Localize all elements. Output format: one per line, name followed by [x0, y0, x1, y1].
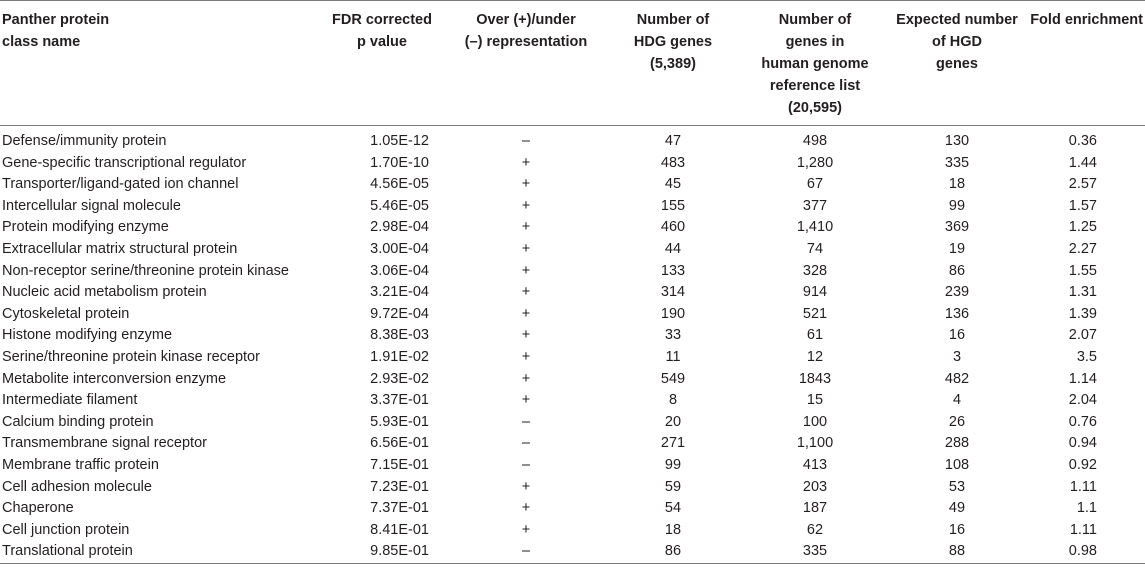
expected-genes-cell: 136	[944, 305, 970, 322]
expected-genes-cell: 16	[948, 327, 966, 344]
fold-enrichment-cell: 2.27	[1068, 240, 1097, 257]
table-body	[0, 126, 1145, 564]
fdr-cell: 8.38E-03	[370, 327, 429, 344]
hdg-genes-cell: 44	[664, 240, 682, 257]
hdg-genes-cell: 190	[660, 305, 686, 322]
reference-genes-cell: 521	[802, 305, 828, 322]
representation-cell: +	[521, 240, 531, 257]
expected-genes-cell: 18	[948, 176, 966, 193]
class-name-cell: Intermediate filament	[2, 392, 138, 409]
representation-cell: –	[521, 413, 531, 430]
reference-genes-cell: 100	[802, 413, 828, 430]
class-name-cell: Protein modifying enzyme	[2, 219, 169, 236]
table-row	[0, 217, 1145, 239]
reference-genes-cell: 335	[802, 543, 828, 560]
expected-genes-cell: 288	[944, 435, 970, 452]
fdr-cell: 2.98E-04	[370, 219, 429, 236]
fdr-cell: 2.93E-02	[370, 370, 429, 387]
table-row	[0, 412, 1145, 434]
table-header	[0, 1, 1145, 126]
table-row	[0, 433, 1145, 455]
representation-cell: –	[521, 543, 531, 560]
expected-genes-cell: 86	[948, 262, 966, 279]
fdr-cell: 1.91E-02	[370, 348, 429, 365]
fdr-cell: 7.23E-01	[370, 478, 429, 495]
fold-enrichment-cell: 2.04	[1068, 392, 1097, 409]
class-name-cell: Translational protein	[2, 543, 133, 560]
hdg-genes-cell: 20	[664, 413, 682, 430]
class-name-cell: Cytoskeletal protein	[2, 305, 130, 322]
fdr-header	[318, 1, 446, 126]
reference-genes-cell: 67	[806, 176, 824, 193]
fdr-cell: 6.56E-01	[370, 435, 429, 452]
representation-cell: +	[521, 176, 531, 193]
reference-genes-cell: 1,280	[796, 154, 834, 171]
header-line: reference list	[769, 78, 861, 94]
hdg-genes-cell: 314	[660, 284, 686, 301]
expected-genes-cell: 53	[948, 478, 966, 495]
class-name-cell: Membrane traffic protein	[2, 456, 159, 473]
hdg-genes-cell: 86	[664, 543, 682, 560]
hdg-genes-cell: 18	[664, 521, 682, 538]
fdr-cell: 1.05E-12	[370, 133, 429, 149]
representation-cell: +	[521, 154, 531, 171]
representation-cell: +	[521, 197, 531, 214]
table-row	[0, 520, 1145, 542]
fdr-cell: 7.15E-01	[370, 456, 429, 473]
class-name-cell: Transporter/ligand-gated ion channel	[2, 176, 239, 193]
fdr-cell: 3.37E-01	[370, 392, 429, 409]
representation-cell: +	[521, 305, 531, 322]
header-row	[0, 1, 1145, 126]
class-name-cell: Defense/immunity protein	[2, 133, 167, 149]
representation-cell: –	[521, 435, 531, 452]
hdg-genes-cell: 33	[664, 327, 682, 344]
table-row	[0, 347, 1145, 369]
expected-genes-cell: 88	[948, 543, 966, 560]
expected-genes-cell: 26	[948, 413, 966, 430]
fold-enrichment-cell: 1.31	[1068, 284, 1097, 301]
table-row	[0, 153, 1145, 175]
reference-genes-cell: 187	[802, 500, 828, 517]
table-row	[0, 196, 1145, 218]
header-line: genes	[936, 56, 978, 72]
class-name-cell: Chaperone	[2, 500, 74, 517]
hdg-genes-cell: 54	[664, 500, 682, 517]
hdg-genes-cell: 11	[665, 348, 681, 365]
table-row	[0, 174, 1145, 196]
fold-enrichment-cell: 0.92	[1068, 456, 1097, 473]
fold-enrichment-header	[1024, 1, 1145, 126]
class-name-cell: Intercellular signal molecule	[2, 197, 181, 214]
class-name-header	[0, 1, 318, 126]
header-line: of HGD	[932, 34, 982, 50]
reference-genes-cell: 12	[806, 348, 824, 365]
header-line: (5,389)	[650, 56, 696, 72]
header-line: Number of	[778, 12, 852, 28]
reference-genes-cell: 203	[802, 478, 828, 495]
expected-genes-cell: 49	[948, 500, 966, 517]
class-name-cell: Histone modifying enzyme	[2, 327, 173, 344]
expected-genes-cell: 3	[952, 348, 962, 365]
header-line: (–) representation	[464, 34, 588, 50]
representation-cell: +	[521, 478, 531, 495]
representation-cell: +	[521, 521, 531, 538]
fold-enrichment-cell: 0.36	[1068, 133, 1097, 149]
representation-cell: +	[521, 262, 531, 279]
reference-genes-cell: 413	[802, 456, 828, 473]
representation-cell: +	[521, 370, 531, 387]
table-row	[0, 455, 1145, 477]
class-name-cell: Nucleic acid metabolism protein	[2, 284, 207, 301]
class-name-cell: Cell adhesion molecule	[2, 478, 152, 495]
expected-genes-cell: 99	[948, 197, 966, 214]
expected-genes-cell: 369	[944, 219, 970, 236]
table-row	[0, 390, 1145, 412]
reference-genes-cell: 328	[802, 262, 828, 279]
expected-genes-cell: 335	[944, 154, 970, 171]
expected-genes-cell: 108	[944, 456, 970, 473]
hdg-genes-cell: 549	[660, 370, 686, 387]
fdr-cell: 8.41E-01	[370, 521, 429, 538]
hdg-genes-cell: 271	[660, 435, 686, 452]
reference-genes-cell: 1,410	[796, 219, 834, 236]
fdr-cell: 9.72E-04	[370, 305, 429, 322]
reference-genes-cell: 1,100	[796, 435, 834, 452]
header-line: Expected number	[896, 12, 1018, 28]
expected-genes-cell: 239	[944, 284, 970, 301]
fdr-cell: 1.70E-10	[370, 154, 429, 171]
representation-cell: +	[521, 348, 531, 365]
class-name-cell: Calcium binding protein	[2, 413, 154, 430]
hdg-genes-header	[606, 1, 740, 126]
expected-genes-header	[890, 1, 1024, 126]
table-row	[0, 126, 1145, 153]
representation-cell: +	[521, 392, 531, 409]
hdg-genes-cell: 45	[664, 176, 682, 193]
hdg-genes-cell: 8	[668, 392, 678, 409]
class-name-cell: Non-receptor serine/threonine protein kinase	[2, 262, 289, 279]
class-name-cell: Serine/threonine protein kinase receptor	[2, 348, 260, 365]
fold-enrichment-cell: 0.98	[1068, 543, 1097, 560]
fold-enrichment-cell: 1.25	[1068, 219, 1097, 236]
header-line: p value	[357, 34, 407, 50]
table-row	[0, 282, 1145, 304]
representation-cell: +	[521, 219, 531, 236]
fold-enrichment-cell: 1.44	[1068, 154, 1097, 171]
fold-enrichment-cell: 1.57	[1068, 197, 1097, 214]
representation-cell: –	[521, 456, 531, 473]
fold-enrichment-cell: 0.94	[1068, 435, 1097, 452]
hdg-genes-cell: 47	[664, 133, 682, 149]
reference-genes-cell: 1843	[798, 370, 832, 387]
representation-cell: +	[521, 327, 531, 344]
representation-cell: +	[521, 284, 531, 301]
header-line: HDG genes	[633, 34, 713, 50]
fold-enrichment-cell: 1.11	[1069, 521, 1097, 538]
fdr-cell: 4.56E-05	[370, 176, 429, 193]
table-row	[0, 261, 1145, 283]
fold-enrichment-cell: 1.55	[1068, 262, 1097, 279]
fold-enrichment-cell: 2.57	[1068, 176, 1097, 193]
fold-enrichment-cell: 2.07	[1068, 327, 1097, 344]
table-row	[0, 541, 1145, 563]
fdr-cell: 5.93E-01	[370, 413, 429, 430]
representation-header	[446, 1, 606, 126]
class-name-cell: Cell junction protein	[2, 521, 130, 538]
table-row	[0, 325, 1145, 347]
reference-genes-cell: 61	[806, 327, 824, 344]
fdr-cell: 9.85E-01	[370, 543, 429, 560]
header-line: Number of	[636, 12, 710, 28]
hdg-genes-cell: 460	[660, 219, 686, 236]
hdg-genes-cell: 133	[660, 262, 686, 279]
reference-genes-cell: 377	[802, 197, 828, 214]
header-line: Fold enrichment	[1030, 12, 1143, 28]
reference-genes-cell: 15	[806, 392, 824, 409]
header-line: human genome	[761, 56, 869, 72]
reference-genes-cell: 74	[806, 240, 824, 257]
representation-cell: +	[521, 500, 531, 517]
class-name-cell: Gene-specific transcriptional regulator	[2, 154, 247, 171]
fold-enrichment-cell: 1.1	[1076, 500, 1097, 517]
fdr-cell: 5.46E-05	[370, 197, 429, 214]
fold-enrichment-cell: 3.5	[1076, 348, 1097, 365]
expected-genes-cell: 130	[944, 133, 970, 149]
table-row	[0, 369, 1145, 391]
table-row	[0, 498, 1145, 520]
expected-genes-cell: 4	[952, 392, 962, 409]
header-line: Over (+)/under	[476, 12, 576, 28]
fold-enrichment-cell: 1.39	[1068, 305, 1097, 322]
fdr-cell: 3.00E-04	[370, 240, 429, 257]
representation-cell: –	[521, 133, 531, 149]
fdr-cell: 7.37E-01	[370, 500, 429, 517]
header-line: genes in	[785, 34, 845, 50]
expected-genes-cell: 19	[948, 240, 966, 257]
reference-genes-cell: 914	[802, 284, 828, 301]
fdr-cell: 3.21E-04	[370, 284, 429, 301]
hdg-genes-cell: 483	[660, 154, 686, 171]
class-name-cell: Extracellular matrix structural protein	[2, 240, 238, 257]
class-name-cell: Transmembrane signal receptor	[2, 435, 207, 452]
expected-genes-cell: 16	[948, 521, 966, 538]
reference-genes-cell: 62	[806, 521, 824, 538]
header-line: (20,595)	[787, 100, 842, 116]
expected-genes-cell: 482	[944, 370, 970, 387]
fdr-cell: 3.06E-04	[370, 262, 429, 279]
fold-enrichment-cell: 1.11	[1069, 478, 1097, 495]
table-row	[0, 239, 1145, 261]
table-row	[0, 477, 1145, 499]
hdg-genes-cell: 99	[664, 456, 682, 473]
reference-genes-cell: 498	[802, 133, 828, 149]
fold-enrichment-cell: 1.14	[1068, 370, 1097, 387]
hdg-genes-cell: 155	[660, 197, 686, 214]
hdg-genes-cell: 59	[664, 478, 682, 495]
class-name-cell: Metabolite interconversion enzyme	[2, 370, 227, 387]
header-line: class name	[2, 34, 81, 50]
fold-enrichment-cell: 0.76	[1068, 413, 1097, 430]
header-line: Panther protein	[2, 12, 110, 28]
header-line: FDR corrected	[332, 12, 432, 28]
table-row	[0, 304, 1145, 326]
reference-genes-header	[740, 1, 890, 126]
